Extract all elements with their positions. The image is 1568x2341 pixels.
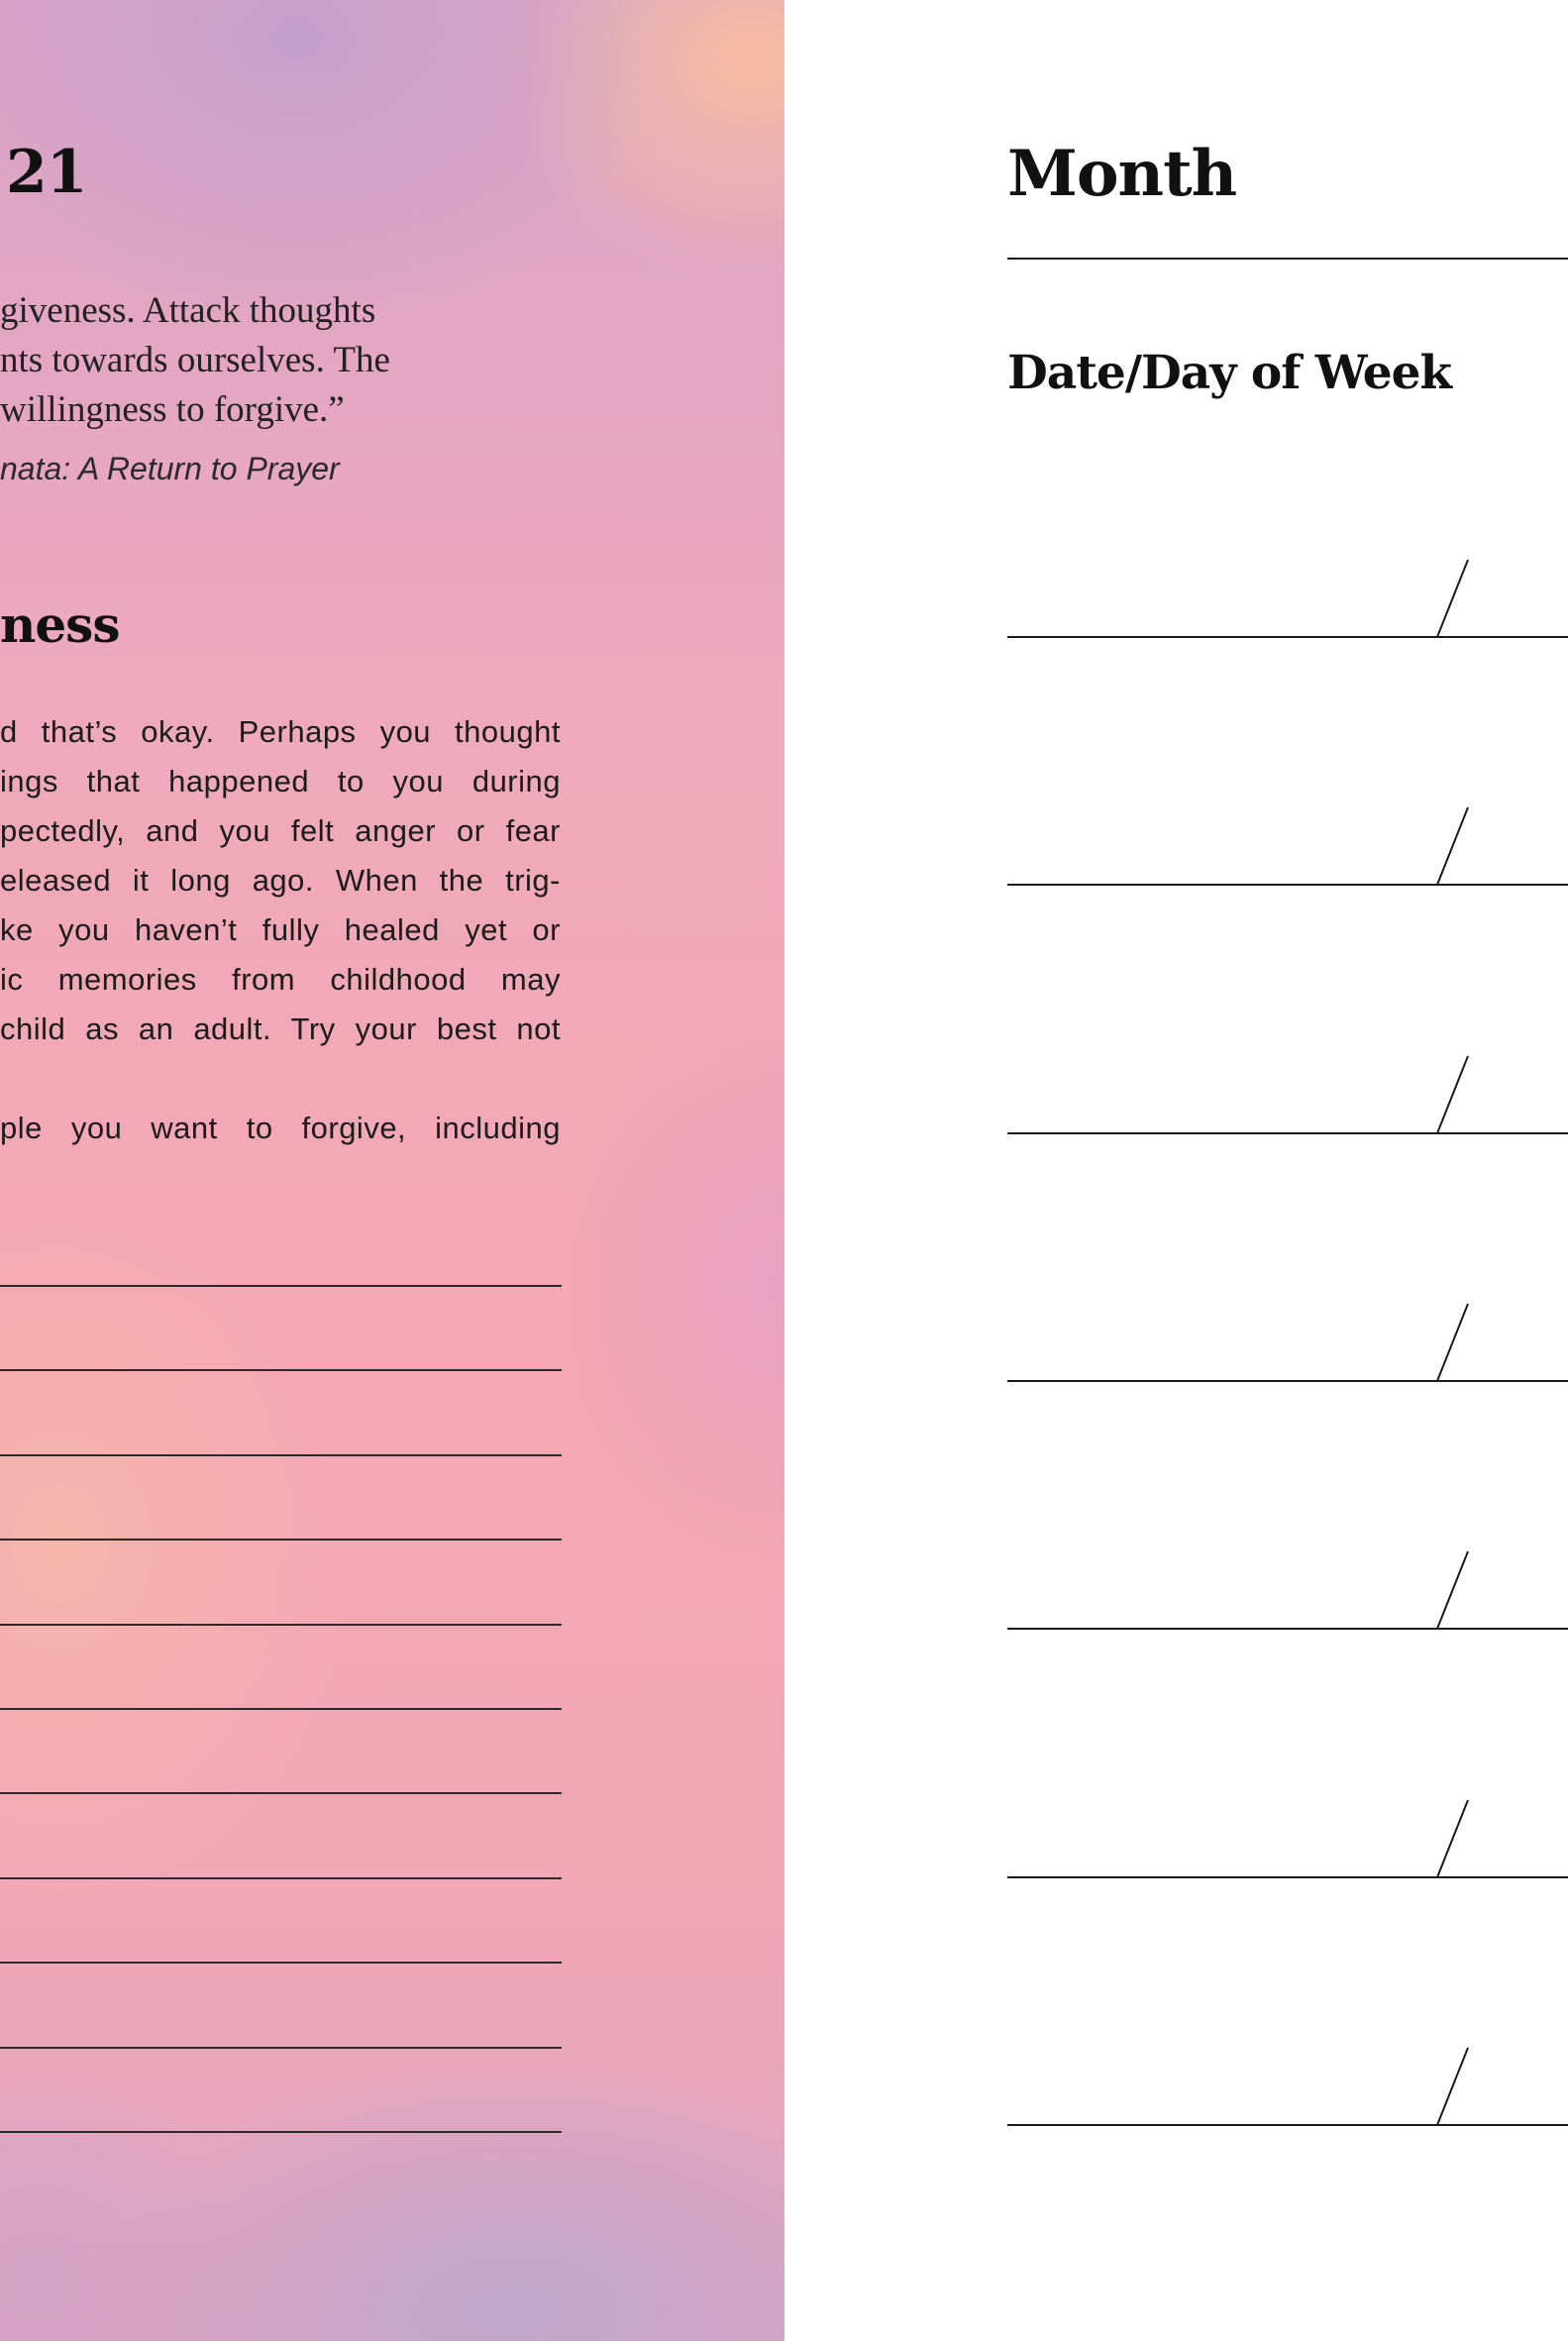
date-entry-line[interactable] bbox=[1007, 1300, 1568, 1383]
date-entry-line[interactable] bbox=[1007, 1052, 1568, 1135]
writing-line[interactable] bbox=[0, 1877, 562, 1879]
writing-line[interactable] bbox=[0, 1285, 562, 1287]
section-heading: ness bbox=[0, 595, 120, 654]
date-slash-divider bbox=[1437, 1551, 1468, 1629]
date-slash-divider bbox=[1437, 1304, 1468, 1381]
date-slash-divider bbox=[1437, 1056, 1468, 1133]
date-day-label: Date/Day of Week bbox=[1007, 346, 1452, 400]
date-entry-line[interactable] bbox=[1007, 1547, 1568, 1631]
body-line: pectedly, and you felt anger or fear bbox=[0, 813, 561, 848]
writing-line[interactable] bbox=[0, 1792, 562, 1794]
writing-line[interactable] bbox=[0, 1708, 562, 1710]
writing-line[interactable] bbox=[0, 1539, 562, 1541]
body-line: d that’s okay. Perhaps you thought bbox=[0, 714, 561, 749]
day-heading: 21 bbox=[6, 138, 87, 207]
quote-line: giveness. Attack thoughts bbox=[0, 290, 376, 331]
body-line: ple you want to forgive, including bbox=[0, 1111, 561, 1145]
writing-line[interactable] bbox=[0, 2131, 562, 2133]
date-entry-line[interactable] bbox=[1007, 556, 1568, 639]
date-entry-line[interactable] bbox=[1007, 2044, 1568, 2127]
month-write-line[interactable] bbox=[1007, 258, 1568, 260]
writing-line[interactable] bbox=[0, 1962, 562, 1964]
quote-line: nts towards ourselves. The bbox=[0, 340, 390, 380]
right-page bbox=[784, 0, 1568, 2341]
body-line: ic memories from childhood may bbox=[0, 962, 561, 997]
date-entry-line[interactable] bbox=[1007, 803, 1568, 887]
date-slash-divider bbox=[1437, 560, 1468, 637]
writing-line[interactable] bbox=[0, 1624, 562, 1626]
body-line: ings that happened to you during bbox=[0, 764, 561, 798]
body-line: ke you haven’t fully healed yet or bbox=[0, 912, 561, 947]
date-slash-divider bbox=[1437, 1800, 1468, 1877]
month-label: Month bbox=[1007, 137, 1237, 211]
quote-line: willingness to forgive.” bbox=[0, 389, 345, 430]
date-slash-divider bbox=[1437, 807, 1468, 885]
body-line: eleased it long ago. When the trig- bbox=[0, 863, 561, 898]
writing-line[interactable] bbox=[0, 1454, 562, 1456]
writing-line[interactable] bbox=[0, 1369, 562, 1371]
date-slash-divider bbox=[1437, 2048, 1468, 2125]
quote-source: nata: A Return to Prayer bbox=[0, 451, 340, 486]
body-line: child as an adult. Try your best not bbox=[0, 1011, 561, 1046]
writing-line[interactable] bbox=[0, 2047, 562, 2049]
date-entry-line[interactable] bbox=[1007, 1796, 1568, 1879]
